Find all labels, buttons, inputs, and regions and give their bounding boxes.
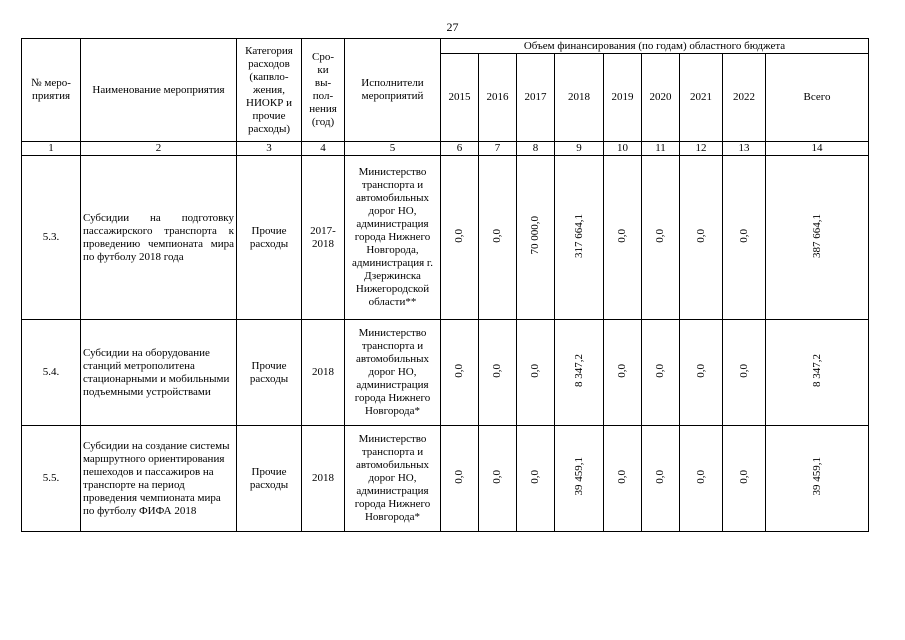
column-number: 2	[81, 142, 237, 156]
value-cell	[604, 320, 642, 426]
header-year: 2015	[441, 54, 479, 142]
header-row-top	[22, 39, 869, 54]
measure-number: 5.4.	[22, 320, 81, 426]
header-executors: Исполнители мероприятий	[345, 39, 441, 142]
measure-terms: 2018	[302, 320, 345, 426]
page-number: 27	[446, 20, 459, 34]
value-cell	[766, 320, 869, 426]
value-2021: 0,0	[694, 228, 707, 243]
value-total: 387 664,1	[810, 213, 823, 258]
column-number: 9	[555, 142, 604, 156]
value-2016: 0,0	[491, 228, 503, 243]
value-total: 39 459,1	[810, 457, 823, 496]
value-2020: 0,0	[654, 469, 666, 484]
measure-category: Прочие расходы	[237, 426, 302, 532]
measure-category: Прочие расходы	[237, 156, 302, 320]
header-year: 2018	[555, 54, 604, 142]
value-cell	[555, 320, 604, 426]
table-row	[22, 156, 869, 320]
value-cell	[680, 426, 723, 532]
header-num: № меро- приятия	[22, 39, 81, 142]
column-number-row	[22, 142, 869, 156]
column-number: 6	[441, 142, 479, 156]
value-2022: 0,0	[737, 363, 750, 378]
value-cell	[723, 320, 766, 426]
value-2017: 0,0	[529, 469, 541, 484]
column-number: 5	[345, 142, 441, 156]
value-2015: 0,0	[453, 469, 465, 484]
funding-table	[21, 38, 869, 532]
column-number: 13	[723, 142, 766, 156]
measure-name: Субсидии на подготовку пассажирского транспорта к проведению чемпионата мира по футболу 2018 года	[81, 156, 237, 320]
value-2018: 39 459,1	[572, 457, 585, 496]
value-2018: 8 347,2	[572, 354, 585, 387]
column-number: 1	[22, 142, 81, 156]
header-name: Наименование мероприятия	[81, 39, 237, 142]
measure-number: 5.3.	[22, 156, 81, 320]
value-2019: 0,0	[616, 469, 628, 484]
measure-executors: Министерство транспорта и автомобильных дорог НО, администрация города Нижнего Новгорода*	[345, 426, 441, 532]
value-2019: 0,0	[616, 228, 628, 243]
measure-category: Прочие расходы	[237, 320, 302, 426]
measure-name: Субсидии на оборудование станций метрополитена стационарными и мобильными подъемными устройствами	[81, 320, 237, 426]
header-year: 2016	[479, 54, 517, 142]
value-cell	[642, 156, 680, 320]
column-number: 4	[302, 142, 345, 156]
value-2016: 0,0	[491, 363, 503, 378]
header-year: 2020	[642, 54, 680, 142]
value-cell	[479, 320, 517, 426]
value-2021: 0,0	[694, 363, 707, 378]
value-cell	[642, 320, 680, 426]
column-number: 14	[766, 142, 869, 156]
header-year: 2017	[517, 54, 555, 142]
value-2022: 0,0	[737, 469, 750, 484]
value-2022: 0,0	[737, 228, 750, 243]
value-2018: 317 664,1	[572, 213, 585, 258]
value-cell	[766, 426, 869, 532]
value-2015: 0,0	[453, 363, 465, 378]
value-cell	[555, 426, 604, 532]
value-cell	[479, 426, 517, 532]
header-funding-group: Объем финансирования (по годам) областного бюджета	[441, 39, 869, 54]
header-year: 2022	[723, 54, 766, 142]
table-row	[22, 426, 869, 532]
measure-terms: 2017-2018	[302, 156, 345, 320]
header-year: 2019	[604, 54, 642, 142]
measure-executors: Министерство транспорта и автомобильных дорог НО, администрация города Нижнего Новгорода, администрация г. Дзержинска Нижегородской области**	[345, 156, 441, 320]
value-2020: 0,0	[654, 228, 666, 243]
value-2017: 0,0	[529, 363, 541, 378]
value-2017: 70 000,0	[529, 216, 541, 255]
header-total: Всего	[766, 54, 869, 142]
value-2020: 0,0	[654, 363, 666, 378]
value-cell	[766, 156, 869, 320]
value-cell	[517, 156, 555, 320]
header-terms: Сро- ки вы- пол- нения (год)	[302, 39, 345, 142]
measure-number: 5.5.	[22, 426, 81, 532]
value-2021: 0,0	[694, 469, 707, 484]
value-2019: 0,0	[616, 363, 628, 378]
column-number: 10	[604, 142, 642, 156]
value-cell	[680, 156, 723, 320]
value-2015: 0,0	[453, 228, 465, 243]
value-cell	[555, 156, 604, 320]
measure-executors: Министерство транспорта и автомобильных дорог НО, администрация города Нижнего Новгорода*	[345, 320, 441, 426]
value-cell	[517, 320, 555, 426]
column-number: 7	[479, 142, 517, 156]
value-cell	[479, 156, 517, 320]
value-cell	[604, 156, 642, 320]
value-cell	[642, 426, 680, 532]
measure-terms: 2018	[302, 426, 345, 532]
value-cell	[723, 426, 766, 532]
table-row	[22, 320, 869, 426]
measure-name: Субсидии на создание системы маршрутного ориентирования пешеходов и пассажиров на транспорте на период проведения чемпионата мира по футболу ФИФА 2018	[81, 426, 237, 532]
column-number: 11	[642, 142, 680, 156]
value-cell	[604, 426, 642, 532]
value-2016: 0,0	[491, 469, 503, 484]
value-total: 8 347,2	[810, 354, 823, 387]
value-cell	[441, 426, 479, 532]
value-cell	[441, 156, 479, 320]
value-cell	[517, 426, 555, 532]
column-number: 3	[237, 142, 302, 156]
column-number: 12	[680, 142, 723, 156]
header-year: 2021	[680, 54, 723, 142]
value-cell	[441, 320, 479, 426]
header-category: Категория расходов (капвло- жения, НИОКР и прочие расходы)	[237, 39, 302, 142]
value-cell	[723, 156, 766, 320]
value-cell	[680, 320, 723, 426]
column-number: 8	[517, 142, 555, 156]
